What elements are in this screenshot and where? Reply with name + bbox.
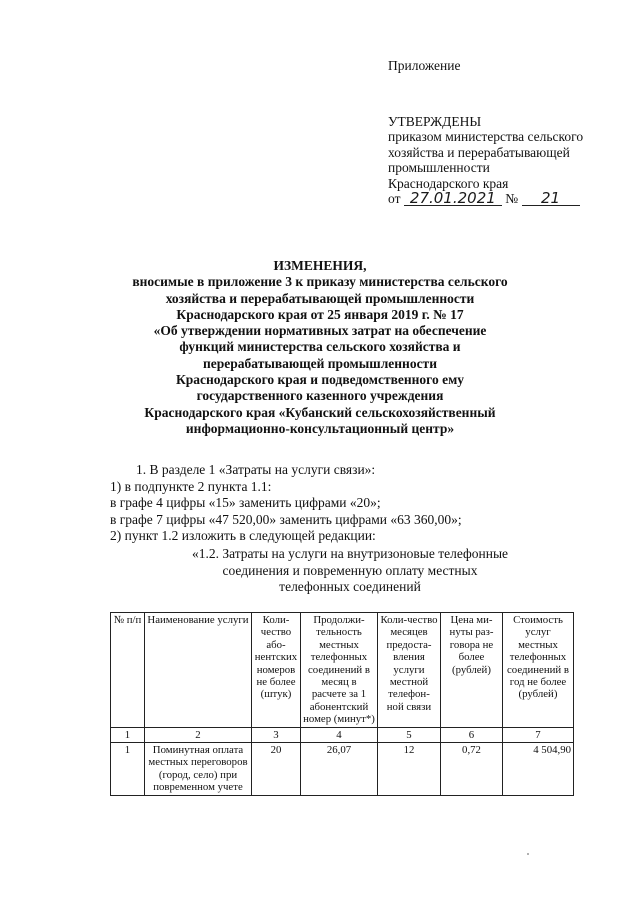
approval-line: Краснодарского края (388, 175, 509, 191)
approval-line: промышленности (388, 160, 490, 175)
table-row (111, 743, 574, 796)
title-line: Краснодарского края и подведомственного ему (175, 372, 465, 388)
column-number: 2 (145, 727, 252, 742)
header-cell: Стоимость услуг местных телефонных соединений в год не более (рублей) (503, 613, 574, 728)
appendix-label: Приложение (388, 58, 461, 73)
column-number-row (111, 727, 574, 742)
approval-date-line (388, 191, 618, 207)
title-line: вносимые в приложение 3 к приказу министерства сельского (132, 274, 508, 290)
title-line: информационно-консультационный центр» (185, 420, 455, 436)
months-count: 12 (378, 743, 441, 796)
quote-line: телефонных соединений (279, 579, 421, 595)
minute-price: 0,72 (441, 743, 503, 796)
column-number: 3 (252, 727, 301, 742)
column-number: 6 (441, 727, 503, 742)
approval-line: хозяйства и перерабатывающей (388, 144, 570, 160)
title-line: «Об утверждении нормативных затрат на обеспечение (153, 323, 487, 339)
column-number: 5 (378, 727, 441, 742)
title-line: функций министерства сельского хозяйства и (179, 339, 461, 355)
quote-line: «1.2. Затраты на услуги на внутризоновые телефонные (191, 546, 509, 561)
title-line: Краснодарского края «Кубанский сельскохозяйственный (144, 404, 496, 420)
title-heading: ИЗМЕНЕНИЯ, (273, 258, 367, 273)
call-duration: 26,07 (301, 743, 378, 796)
document-title (90, 258, 550, 437)
annual-cost: 4 504,90 (503, 743, 574, 796)
quoted-heading (115, 546, 585, 596)
body-line: в графе 7 цифры «47 520,00» заменить цифрами «63 360,00»; (110, 511, 462, 527)
approval-line: приказом министерства сельского (388, 129, 584, 144)
header-cell: Цена ми-нуты раз-говора не более (рублей) (441, 613, 503, 728)
table-header-row (111, 613, 574, 728)
handwritten-number: 21 (522, 191, 580, 206)
column-number: 4 (301, 727, 378, 742)
handwritten-date: 27.01.2021 (404, 191, 502, 206)
quote-line: соединения и повременную оплату местных (222, 562, 478, 578)
title-line: Краснодарского края от 25 января 2019 г. № 17 (176, 306, 464, 322)
body-line: 1) в подпункте 2 пункта 1.1: (110, 478, 272, 494)
costs-table (110, 612, 574, 796)
header-cell: Коли-чество або-нентских номеров не более (штук) (252, 613, 301, 728)
scan-speck (527, 853, 529, 855)
date-prefix: от (388, 191, 401, 206)
body-text (110, 462, 610, 545)
header-cell: Коли-чество месяцев предоста-вления услуги местной телефон-ной связи (378, 613, 441, 728)
service-name: Поминутная оплата местных переговоров (город, село) при повременном учете (145, 743, 252, 796)
approved-label: УТВЕРЖДЕНЫ (388, 113, 482, 129)
title-line: государственного казенного учреждения (196, 388, 444, 404)
body-line: в графе 4 цифры «15» заменить цифрами «20»; (110, 495, 381, 511)
header-cell: № п/п (111, 613, 145, 728)
header-cell: Наименование услуги (145, 613, 252, 728)
row-number: 1 (111, 743, 145, 796)
subscriber-count: 20 (252, 743, 301, 796)
column-number: 7 (503, 727, 574, 742)
number-sign: № (505, 191, 519, 206)
body-line: 2) пункт 1.2 изложить в следующей редакции: (110, 528, 376, 544)
approval-block (388, 58, 618, 207)
header-cell: Продолжи-тельность местных телефонных соединений в месяц в расчете за 1 абонентский номер (минут*) (301, 613, 378, 728)
column-number: 1 (111, 727, 145, 742)
title-line: хозяйства и перерабатывающей промышленности (165, 290, 475, 306)
title-line: перерабатывающей промышленности (203, 355, 437, 371)
body-line: 1. В разделе 1 «Затраты на услуги связи»: (136, 462, 376, 477)
